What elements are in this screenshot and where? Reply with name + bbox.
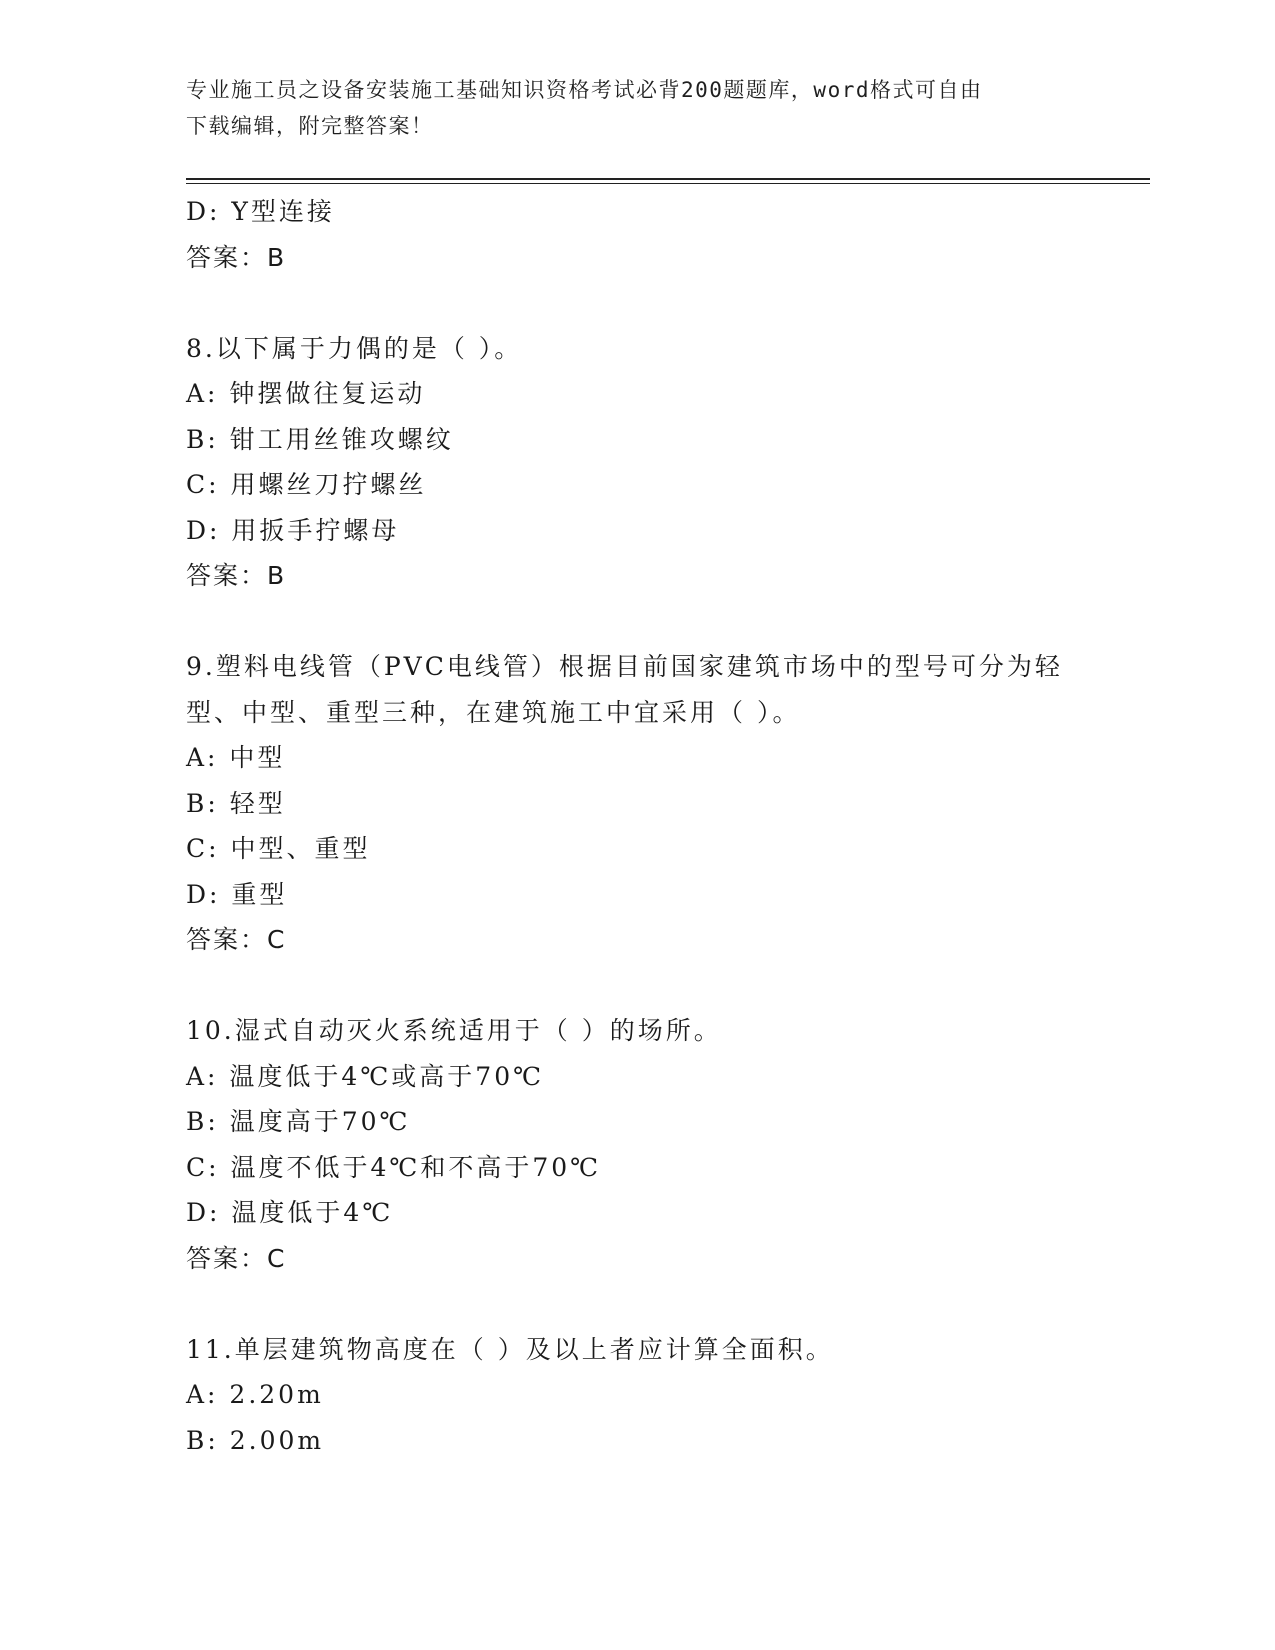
answer-line: 答案：B <box>186 561 287 590</box>
option-d: D: 重型 <box>186 879 288 909</box>
spacer <box>186 1281 1086 1327</box>
option-a: A: 钟摆做往复运动 <box>186 379 426 408</box>
option-a: A: 2.20m <box>186 1380 324 1409</box>
question-stem: 8.以下属于力偶的是（ ）。 <box>186 333 523 363</box>
option-b: B: 2.00m <box>186 1425 325 1455</box>
question-8 <box>186 326 1086 599</box>
option-d: D: 用扳手拧螺母 <box>186 515 400 545</box>
option-b: B: 轻型 <box>186 788 286 818</box>
document-header <box>186 72 1086 144</box>
option-b: B: 温度高于70℃ <box>186 1107 411 1136</box>
option-d: D: Y型连接 <box>186 197 335 226</box>
option-c: C: 温度不低于4℃和不高于70℃ <box>186 1152 602 1182</box>
question-10 <box>186 1008 1086 1281</box>
spacer <box>186 963 1086 1009</box>
header-title-line-1: 专业施工员之设备安装施工基础知识资格考试必背200题题库，word格式可自由 <box>186 78 983 102</box>
option-a: A: 温度低于4℃或高于70℃ <box>186 1061 545 1091</box>
question-stem-line-2: 型、中型、重型三种，在建筑施工中宜采用（ ）。 <box>186 697 801 727</box>
question-7-tail <box>186 189 1086 280</box>
question-stem: 11.单层建筑物高度在（ ）及以上者应计算全面积。 <box>186 1334 834 1364</box>
question-9 <box>186 644 1086 963</box>
question-stem-line-1: 9.塑料电线管（PVC电线管）根据目前国家建筑市场中的型号可分为轻 <box>186 652 1063 681</box>
option-c: C: 用螺丝刀拧螺丝 <box>186 470 427 499</box>
answer-line: 答案：C <box>186 925 287 954</box>
answer-line: 答案：C <box>186 1243 287 1273</box>
spacer <box>186 280 1086 326</box>
spacer <box>186 599 1086 645</box>
answer-line: 答案：B <box>186 242 287 272</box>
option-d: D: 温度低于4℃ <box>186 1198 394 1227</box>
header-title-line-2: 下载编辑，附完整答案！ <box>186 114 434 138</box>
question-11 <box>186 1327 1086 1464</box>
header-divider-thick <box>186 178 1150 180</box>
option-a: A: 中型 <box>186 743 286 772</box>
option-b: B: 钳工用丝锥攻螺纹 <box>186 424 454 454</box>
question-list <box>186 189 1086 1463</box>
header-divider-thin <box>186 183 1150 184</box>
option-c: C: 中型、重型 <box>186 834 371 863</box>
question-stem: 10.湿式自动灭火系统适用于（ ）的场所。 <box>186 1016 722 1045</box>
